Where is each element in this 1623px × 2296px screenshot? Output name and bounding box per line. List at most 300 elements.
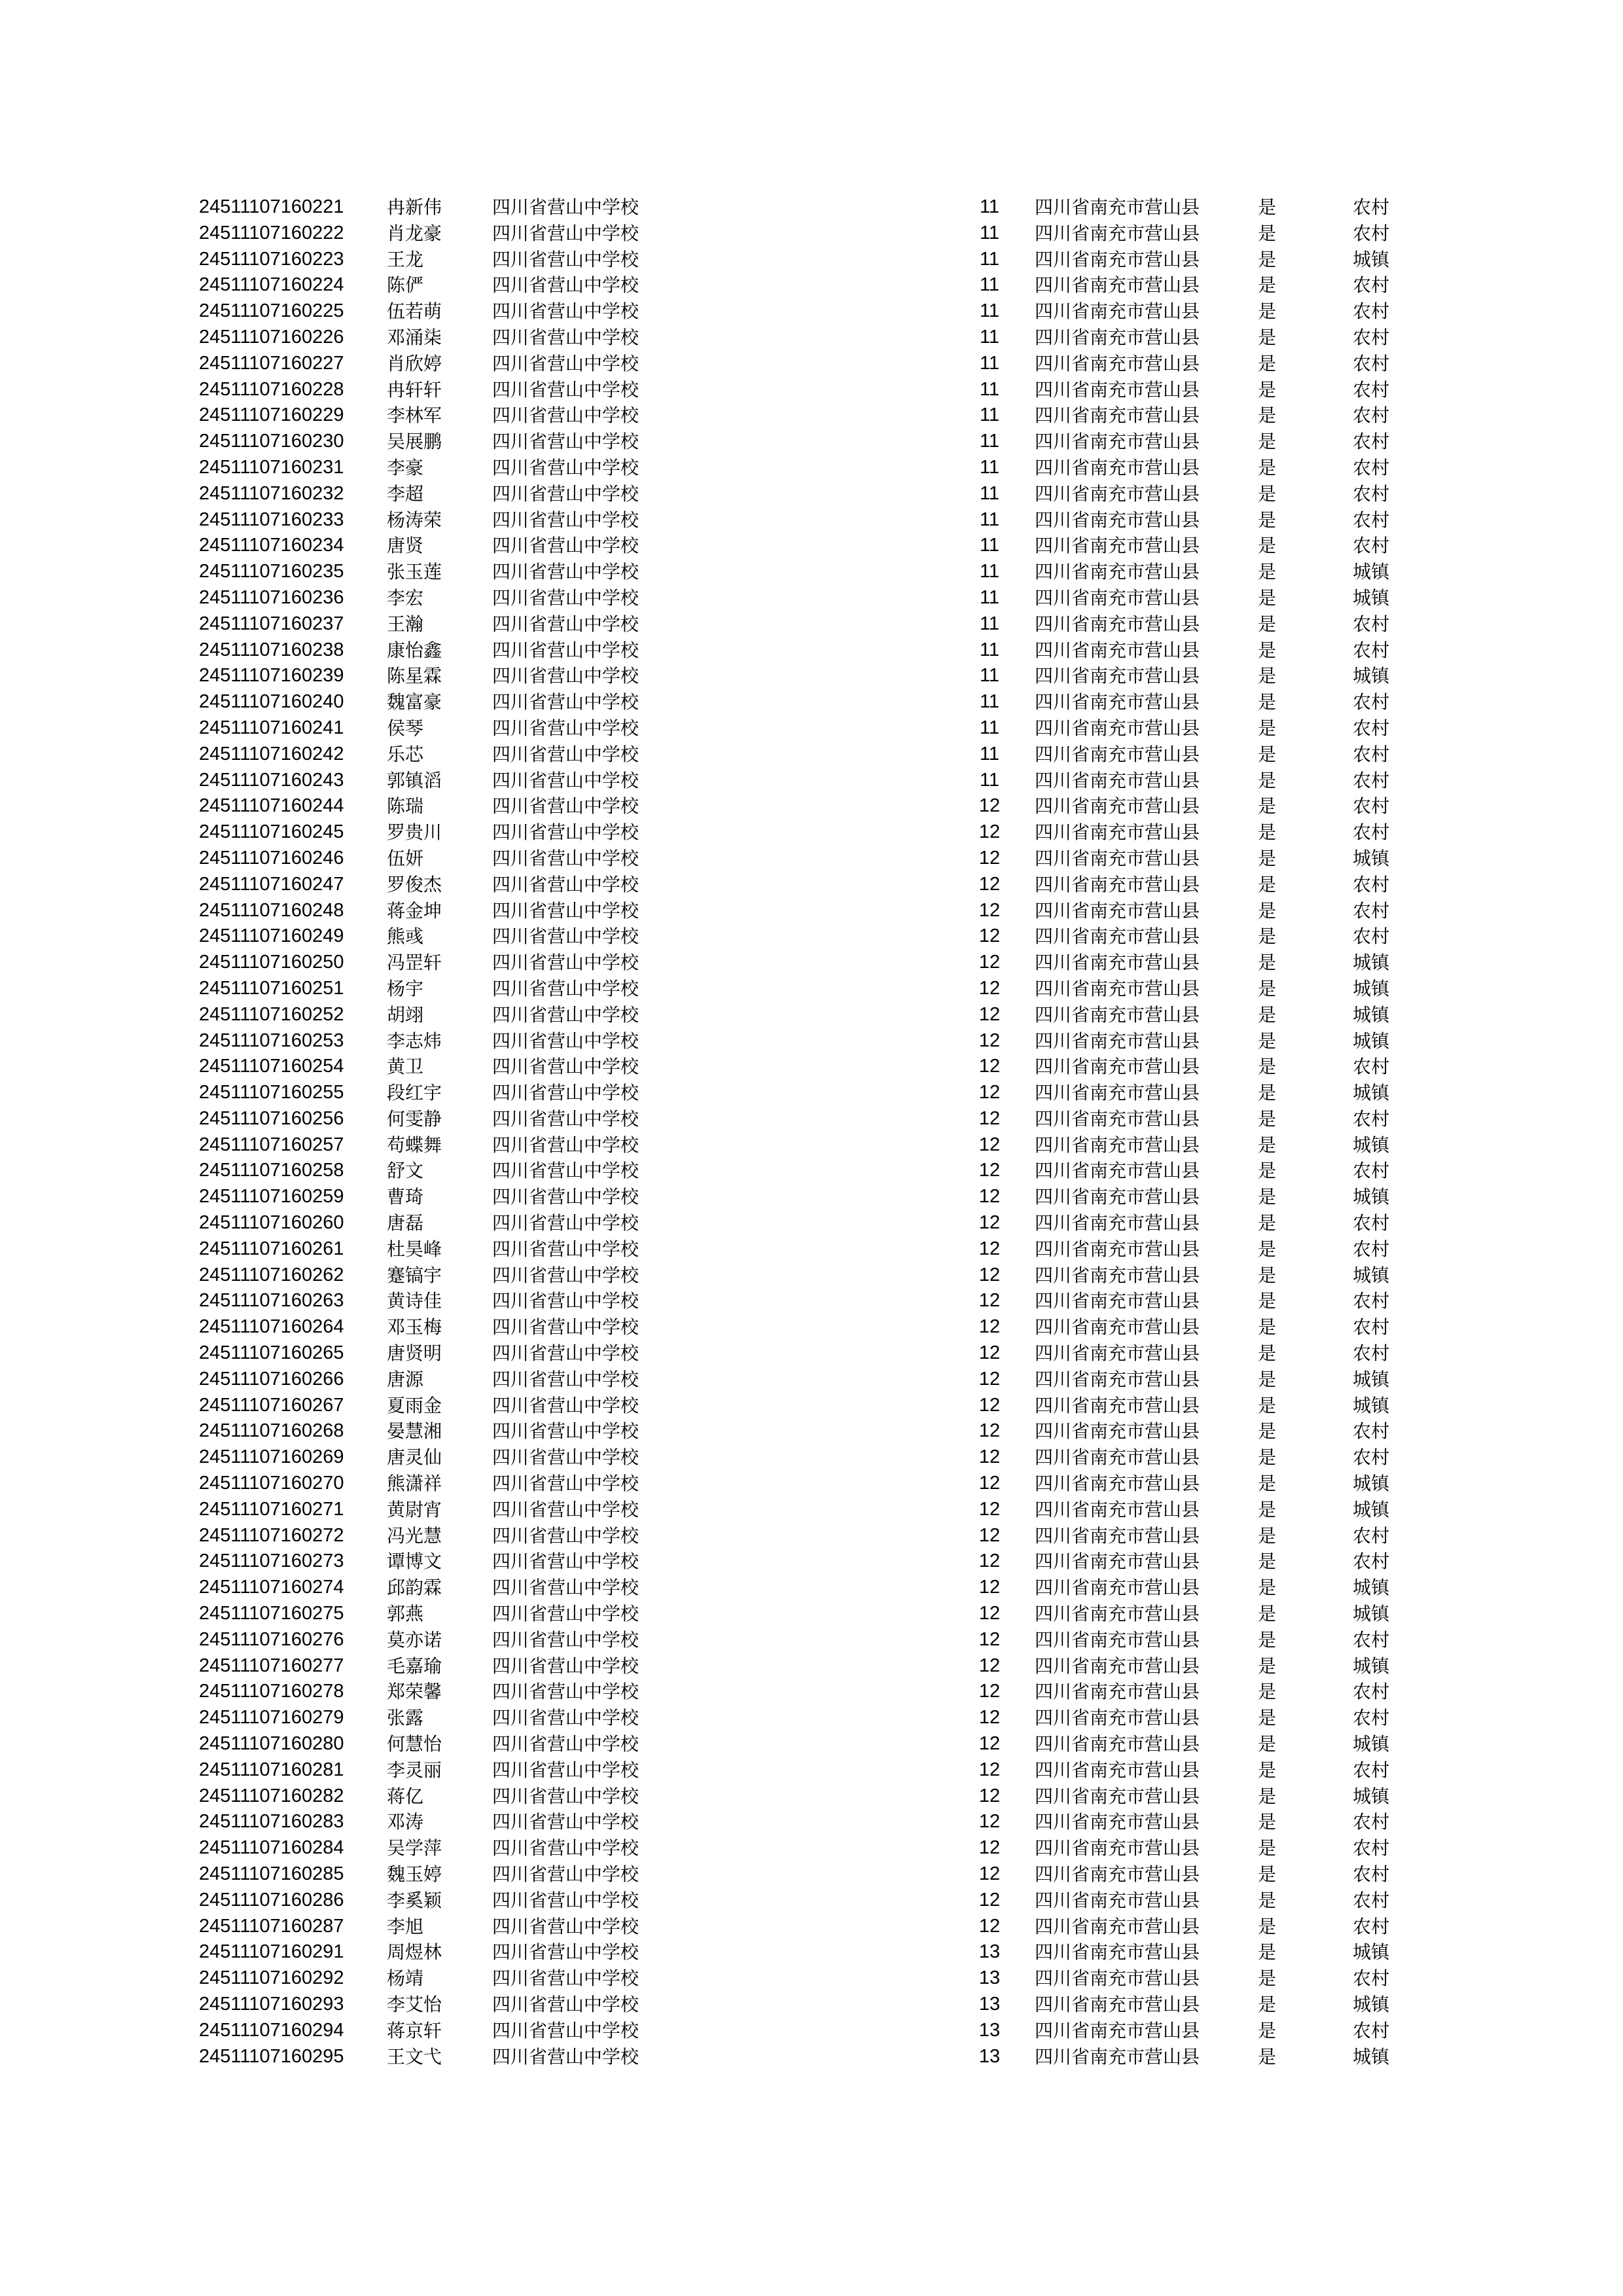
school-cell: 四川省营山中学校 (492, 1603, 639, 1625)
residence-type-cell: 农村 (1353, 1811, 1390, 1833)
student-id-cell: 24511107160245 (199, 821, 344, 843)
student-id-cell: 24511107160274 (199, 1577, 344, 1598)
student-name-cell: 陈俨 (387, 274, 424, 296)
student-id-cell: 24511107160256 (199, 1107, 344, 1129)
student-id-cell: 24511107160272 (199, 1524, 344, 1546)
school-cell: 四川省营山中学校 (492, 274, 639, 296)
address-cell: 四川省南充市营山县 (1035, 1603, 1200, 1625)
address-cell: 四川省南充市营山县 (1035, 326, 1200, 348)
grade-cell: 12 (978, 1473, 1001, 1494)
student-id-cell: 24511107160225 (199, 300, 344, 322)
table-row (0, 1028, 1623, 1054)
student-name-cell: 杨靖 (387, 1967, 424, 1990)
student-name-cell: 陈瑞 (387, 795, 424, 817)
table-row (0, 298, 1623, 325)
table-row (0, 1914, 1623, 1940)
school-cell: 四川省营山中学校 (492, 1628, 639, 1651)
address-cell: 四川省南充市营山县 (1035, 586, 1200, 609)
address-cell: 四川省南充市营山县 (1035, 665, 1200, 687)
school-cell: 四川省营山中学校 (492, 1186, 639, 1208)
student-id-cell: 24511107160226 (199, 326, 344, 348)
student-id-cell: 24511107160227 (199, 352, 344, 374)
grade-cell: 11 (979, 561, 1000, 583)
student-id-cell: 24511107160281 (199, 1759, 344, 1780)
residence-type-cell: 农村 (1353, 1707, 1390, 1729)
address-cell: 四川省南充市营山县 (1035, 222, 1200, 244)
student-id-cell: 24511107160280 (199, 1733, 344, 1755)
table-row (0, 1497, 1623, 1523)
student-name-cell: 莫亦诺 (387, 1628, 442, 1651)
table-row (0, 819, 1623, 846)
residence-type-cell: 农村 (1353, 639, 1390, 661)
address-cell: 四川省南充市营山县 (1035, 1082, 1200, 1104)
address-cell: 四川省南充市营山县 (1035, 2019, 1200, 2041)
school-cell: 四川省营山中学校 (492, 1368, 639, 1390)
address-cell: 四川省南充市营山县 (1035, 717, 1200, 739)
flag-cell: 是 (1258, 456, 1277, 478)
residence-type-cell: 农村 (1353, 1056, 1390, 1078)
table-row (0, 1367, 1623, 1393)
student-id-cell: 24511107160232 (199, 482, 344, 504)
table-row (0, 663, 1623, 689)
flag-cell: 是 (1258, 1238, 1277, 1260)
school-cell: 四川省营山中学校 (492, 1030, 639, 1052)
residence-type-cell: 农村 (1353, 1524, 1390, 1547)
address-cell: 四川省南充市营山县 (1035, 248, 1200, 270)
residence-type-cell: 城镇 (1353, 1186, 1390, 1208)
student-name-cell: 熊彧 (387, 925, 424, 948)
flag-cell: 是 (1258, 535, 1277, 557)
flag-cell: 是 (1258, 1160, 1277, 1182)
flag-cell: 是 (1258, 1837, 1277, 1859)
student-name-cell: 冯光慧 (387, 1524, 442, 1547)
grade-cell: 12 (978, 1498, 1001, 1520)
student-id-cell: 24511107160249 (199, 925, 344, 947)
student-id-cell: 24511107160247 (199, 873, 344, 895)
student-name-cell: 肖欣婷 (387, 352, 442, 374)
student-id-cell: 24511107160244 (199, 795, 344, 817)
school-cell: 四川省营山中学校 (492, 873, 639, 895)
school-cell: 四川省营山中学校 (492, 717, 639, 739)
school-cell: 四川省营山中学校 (492, 431, 639, 453)
school-cell: 四川省营山中学校 (492, 586, 639, 609)
residence-type-cell: 农村 (1353, 1160, 1390, 1182)
address-cell: 四川省南充市营山县 (1035, 613, 1200, 635)
residence-type-cell: 城镇 (1353, 977, 1390, 999)
school-cell: 四川省营山中学校 (492, 1003, 639, 1026)
address-cell: 四川省南充市营山县 (1035, 1238, 1200, 1260)
student-name-cell: 王龙 (387, 248, 424, 270)
school-cell: 四川省营山中学校 (492, 1420, 639, 1443)
grade-cell: 12 (978, 1056, 1001, 1077)
school-cell: 四川省营山中学校 (492, 196, 639, 218)
student-name-cell: 杜昊峰 (387, 1238, 442, 1260)
flag-cell: 是 (1258, 1655, 1277, 1677)
student-id-cell: 24511107160267 (199, 1394, 344, 1416)
school-cell: 四川省营山中学校 (492, 1941, 639, 1964)
table-row (0, 1784, 1623, 1810)
student-id-cell: 24511107160224 (199, 274, 344, 296)
grade-cell: 12 (978, 1733, 1001, 1755)
residence-type-cell: 农村 (1353, 717, 1390, 739)
flag-cell: 是 (1258, 1264, 1277, 1286)
address-cell: 四川省南充市营山县 (1035, 1290, 1200, 1312)
student-name-cell: 蹇镐宇 (387, 1264, 442, 1286)
school-cell: 四川省营山中学校 (492, 2019, 639, 2041)
address-cell: 四川省南充市营山县 (1035, 1655, 1200, 1677)
student-id-cell: 24511107160263 (199, 1290, 344, 1312)
student-id-cell: 24511107160292 (199, 1967, 344, 1989)
flag-cell: 是 (1258, 1524, 1277, 1547)
table-row (0, 2018, 1623, 2044)
residence-type-cell: 农村 (1353, 431, 1390, 453)
address-cell: 四川省南充市营山县 (1035, 561, 1200, 583)
student-name-cell: 蒋金坤 (387, 899, 442, 922)
table-row (0, 1575, 1623, 1601)
student-id-cell: 24511107160269 (199, 1446, 344, 1468)
flag-cell: 是 (1258, 352, 1277, 374)
address-cell: 四川省南充市营山县 (1035, 1160, 1200, 1182)
table-row (0, 1653, 1623, 1679)
school-cell: 四川省营山中学校 (492, 1551, 639, 1573)
flag-cell: 是 (1258, 2045, 1277, 2068)
grade-cell: 12 (978, 1238, 1001, 1259)
student-id-cell: 24511107160266 (199, 1368, 344, 1390)
grade-cell: 11 (979, 274, 1000, 296)
school-cell: 四川省营山中学校 (492, 1446, 639, 1469)
table-row (0, 872, 1623, 898)
address-cell: 四川省南充市营山县 (1035, 1342, 1200, 1365)
school-cell: 四川省营山中学校 (492, 847, 639, 869)
school-cell: 四川省营山中学校 (492, 952, 639, 974)
school-cell: 四川省营山中学校 (492, 1993, 639, 2015)
flag-cell: 是 (1258, 1342, 1277, 1365)
student-name-cell: 黄诗佳 (387, 1290, 442, 1312)
grade-cell: 12 (978, 1446, 1001, 1468)
residence-type-cell: 农村 (1353, 1107, 1390, 1130)
residence-type-cell: 城镇 (1353, 1785, 1390, 1807)
address-cell: 四川省南充市营山县 (1035, 1368, 1200, 1390)
grade-cell: 12 (978, 795, 1001, 817)
residence-type-cell: 农村 (1353, 404, 1390, 427)
table-row (0, 637, 1623, 664)
grade-cell: 12 (978, 1603, 1001, 1624)
residence-type-cell: 农村 (1353, 925, 1390, 948)
school-cell: 四川省营山中学校 (492, 1577, 639, 1599)
flag-cell: 是 (1258, 1420, 1277, 1443)
address-cell: 四川省南充市营山县 (1035, 1212, 1200, 1234)
flag-cell: 是 (1258, 1134, 1277, 1156)
grade-cell: 12 (978, 1082, 1001, 1103)
table-row (0, 1340, 1623, 1367)
address-cell: 四川省南充市营山县 (1035, 1186, 1200, 1208)
residence-type-cell: 农村 (1353, 509, 1390, 531)
student-id-cell: 24511107160257 (199, 1134, 344, 1155)
grade-cell: 12 (978, 1290, 1001, 1312)
residence-type-cell: 城镇 (1353, 665, 1390, 687)
student-name-cell: 邓玉梅 (387, 1316, 442, 1338)
address-cell: 四川省南充市营山县 (1035, 1628, 1200, 1651)
student-name-cell: 吴学萍 (387, 1837, 442, 1859)
student-name-cell: 毛嘉瑜 (387, 1655, 442, 1677)
student-name-cell: 李志炜 (387, 1030, 442, 1052)
grade-cell: 12 (978, 1628, 1001, 1650)
table-row (0, 976, 1623, 1002)
student-id-cell: 24511107160221 (199, 196, 344, 217)
school-cell: 四川省营山中学校 (492, 1863, 639, 1885)
school-cell: 四川省营山中学校 (492, 1837, 639, 1859)
student-name-cell: 肖龙豪 (387, 222, 442, 244)
table-row (0, 1939, 1623, 1965)
student-id-cell: 24511107160294 (199, 2019, 344, 2041)
table-row (0, 429, 1623, 455)
flag-cell: 是 (1258, 1941, 1277, 1964)
flag-cell: 是 (1258, 873, 1277, 895)
school-cell: 四川省营山中学校 (492, 404, 639, 427)
school-cell: 四川省营山中学校 (492, 925, 639, 948)
address-cell: 四川省南充市营山县 (1035, 1446, 1200, 1469)
table-row (0, 533, 1623, 559)
student-name-cell: 杨宇 (387, 977, 424, 999)
address-cell: 四川省南充市营山县 (1035, 1003, 1200, 1026)
grade-cell: 11 (979, 743, 1000, 764)
grade-cell: 13 (978, 2045, 1001, 2067)
grade-cell: 11 (979, 535, 1000, 556)
student-name-cell: 伍妍 (387, 847, 424, 869)
student-table (0, 194, 1623, 2070)
residence-type-cell: 农村 (1353, 1967, 1390, 1990)
student-id-cell: 24511107160265 (199, 1342, 344, 1364)
flag-cell: 是 (1258, 326, 1277, 348)
student-name-cell: 李宏 (387, 586, 424, 609)
school-cell: 四川省营山中学校 (492, 1707, 639, 1729)
table-row (0, 1184, 1623, 1210)
grade-cell: 11 (979, 586, 1000, 608)
flag-cell: 是 (1258, 977, 1277, 999)
residence-type-cell: 城镇 (1353, 561, 1390, 583)
address-cell: 四川省南充市营山县 (1035, 482, 1200, 505)
school-cell: 四川省营山中学校 (492, 326, 639, 348)
address-cell: 四川省南充市营山县 (1035, 535, 1200, 557)
grade-cell: 12 (978, 1863, 1001, 1884)
table-row (0, 689, 1623, 715)
table-row (0, 1679, 1623, 1705)
school-cell: 四川省营山中学校 (492, 1316, 639, 1338)
address-cell: 四川省南充市营山县 (1035, 378, 1200, 401)
address-cell: 四川省南充市营山县 (1035, 821, 1200, 844)
address-cell: 四川省南充市营山县 (1035, 509, 1200, 531)
residence-type-cell: 城镇 (1353, 586, 1390, 609)
residence-type-cell: 农村 (1353, 300, 1390, 323)
student-id-cell: 24511107160238 (199, 639, 344, 660)
student-id-cell: 24511107160278 (199, 1681, 344, 1702)
student-id-cell: 24511107160291 (199, 1941, 344, 1963)
residence-type-cell: 农村 (1353, 1915, 1390, 1937)
grade-cell: 12 (978, 925, 1001, 947)
student-name-cell: 段红宇 (387, 1082, 442, 1104)
student-name-cell: 邓涌柒 (387, 326, 442, 348)
school-cell: 四川省营山中学校 (492, 1915, 639, 1937)
student-id-cell: 24511107160255 (199, 1082, 344, 1103)
address-cell: 四川省南充市营山县 (1035, 1577, 1200, 1599)
grade-cell: 12 (978, 1160, 1001, 1181)
address-cell: 四川省南充市营山县 (1035, 952, 1200, 974)
grade-cell: 12 (978, 1681, 1001, 1702)
residence-type-cell: 农村 (1353, 1212, 1390, 1234)
table-row (0, 715, 1623, 742)
student-id-cell: 24511107160239 (199, 665, 344, 687)
residence-type-cell: 城镇 (1353, 1030, 1390, 1052)
grade-cell: 12 (978, 1785, 1001, 1806)
school-cell: 四川省营山中学校 (492, 1733, 639, 1755)
flag-cell: 是 (1258, 1082, 1277, 1104)
address-cell: 四川省南充市营山县 (1035, 1681, 1200, 1703)
residence-type-cell: 农村 (1353, 274, 1390, 296)
student-id-cell: 24511107160276 (199, 1628, 344, 1650)
table-row (0, 1054, 1623, 1080)
residence-type-cell: 农村 (1353, 1316, 1390, 1338)
flag-cell: 是 (1258, 925, 1277, 948)
school-cell: 四川省营山中学校 (492, 665, 639, 687)
grade-cell: 11 (979, 456, 1000, 478)
flag-cell: 是 (1258, 1603, 1277, 1625)
address-cell: 四川省南充市营山县 (1035, 1473, 1200, 1495)
school-cell: 四川省营山中学校 (492, 1681, 639, 1703)
flag-cell: 是 (1258, 1863, 1277, 1885)
table-row (0, 1418, 1623, 1444)
flag-cell: 是 (1258, 1785, 1277, 1807)
school-cell: 四川省营山中学校 (492, 1967, 639, 1990)
student-id-cell: 24511107160285 (199, 1863, 344, 1884)
student-name-cell: 王瀚 (387, 613, 424, 635)
residence-type-cell: 农村 (1353, 795, 1390, 817)
flag-cell: 是 (1258, 1473, 1277, 1495)
flag-cell: 是 (1258, 613, 1277, 635)
student-name-cell: 熊潇祥 (387, 1473, 442, 1495)
address-cell: 四川省南充市营山县 (1035, 873, 1200, 895)
residence-type-cell: 农村 (1353, 1628, 1390, 1651)
address-cell: 四川省南充市营山县 (1035, 1420, 1200, 1443)
student-name-cell: 魏富豪 (387, 691, 442, 713)
table-row (0, 950, 1623, 976)
flag-cell: 是 (1258, 847, 1277, 869)
residence-type-cell: 农村 (1353, 535, 1390, 557)
school-cell: 四川省营山中学校 (492, 1107, 639, 1130)
student-name-cell: 张玉莲 (387, 561, 442, 583)
table-row (0, 1393, 1623, 1419)
address-cell: 四川省南充市营山县 (1035, 769, 1200, 791)
grade-cell: 12 (978, 977, 1001, 999)
table-row (0, 1314, 1623, 1340)
student-id-cell: 24511107160229 (199, 404, 344, 426)
school-cell: 四川省营山中学校 (492, 1160, 639, 1182)
grade-cell: 12 (978, 847, 1001, 869)
flag-cell: 是 (1258, 639, 1277, 661)
table-row (0, 846, 1623, 872)
flag-cell: 是 (1258, 431, 1277, 453)
grade-cell: 12 (978, 873, 1001, 895)
address-cell: 四川省南充市营山县 (1035, 2045, 1200, 2068)
table-row (0, 1158, 1623, 1184)
student-id-cell: 24511107160286 (199, 1889, 344, 1910)
table-row (0, 1444, 1623, 1471)
student-id-cell: 24511107160236 (199, 586, 344, 608)
school-cell: 四川省营山中学校 (492, 1212, 639, 1234)
table-row (0, 507, 1623, 533)
address-cell: 四川省南充市营山县 (1035, 1394, 1200, 1416)
address-cell: 四川省南充市营山县 (1035, 196, 1200, 218)
student-id-cell: 24511107160246 (199, 847, 344, 869)
grade-cell: 12 (978, 1342, 1001, 1364)
grade-cell: 12 (978, 1394, 1001, 1416)
address-cell: 四川省南充市营山县 (1035, 1551, 1200, 1573)
school-cell: 四川省营山中学校 (492, 1524, 639, 1547)
table-row (0, 585, 1623, 611)
residence-type-cell: 城镇 (1353, 1733, 1390, 1755)
address-cell: 四川省南充市营山县 (1035, 1733, 1200, 1755)
school-cell: 四川省营山中学校 (492, 1811, 639, 1833)
residence-type-cell: 农村 (1353, 1446, 1390, 1469)
flag-cell: 是 (1258, 665, 1277, 687)
residence-type-cell: 城镇 (1353, 1577, 1390, 1599)
grade-cell: 11 (979, 431, 1000, 452)
flag-cell: 是 (1258, 1889, 1277, 1911)
table-row (0, 351, 1623, 377)
address-cell: 四川省南充市营山县 (1035, 1030, 1200, 1052)
residence-type-cell: 城镇 (1353, 952, 1390, 974)
grade-cell: 11 (979, 665, 1000, 687)
residence-type-cell: 农村 (1353, 378, 1390, 401)
student-name-cell: 周煜林 (387, 1941, 442, 1964)
table-row (0, 924, 1623, 950)
school-cell: 四川省营山中学校 (492, 691, 639, 713)
student-id-cell: 24511107160251 (199, 977, 344, 999)
grade-cell: 12 (978, 1915, 1001, 1937)
student-name-cell: 李旭 (387, 1915, 424, 1937)
student-id-cell: 24511107160223 (199, 248, 344, 270)
school-cell: 四川省营山中学校 (492, 769, 639, 791)
grade-cell: 12 (978, 1368, 1001, 1390)
school-cell: 四川省营山中学校 (492, 482, 639, 505)
table-row (0, 325, 1623, 351)
flag-cell: 是 (1258, 1290, 1277, 1312)
address-cell: 四川省南充市营山县 (1035, 1941, 1200, 1964)
school-cell: 四川省营山中学校 (492, 300, 639, 323)
student-name-cell: 李林军 (387, 404, 442, 427)
table-row (0, 194, 1623, 221)
student-name-cell: 郑荣馨 (387, 1681, 442, 1703)
student-name-cell: 王文弋 (387, 2045, 442, 2068)
residence-type-cell: 城镇 (1353, 1941, 1390, 1964)
flag-cell: 是 (1258, 1107, 1277, 1130)
grade-cell: 12 (978, 1030, 1001, 1051)
table-row (0, 1835, 1623, 1861)
flag-cell: 是 (1258, 404, 1277, 427)
grade-cell: 12 (978, 1837, 1001, 1859)
school-cell: 四川省营山中学校 (492, 378, 639, 401)
student-id-cell: 24511107160264 (199, 1316, 344, 1338)
address-cell: 四川省南充市营山县 (1035, 977, 1200, 999)
residence-type-cell: 农村 (1353, 613, 1390, 635)
school-cell: 四川省营山中学校 (492, 821, 639, 844)
residence-type-cell: 城镇 (1353, 1368, 1390, 1390)
address-cell: 四川省南充市营山县 (1035, 1264, 1200, 1286)
flag-cell: 是 (1258, 300, 1277, 323)
address-cell: 四川省南充市营山县 (1035, 743, 1200, 765)
table-row (0, 1809, 1623, 1835)
student-id-cell: 24511107160237 (199, 613, 344, 634)
address-cell: 四川省南充市营山县 (1035, 1524, 1200, 1547)
